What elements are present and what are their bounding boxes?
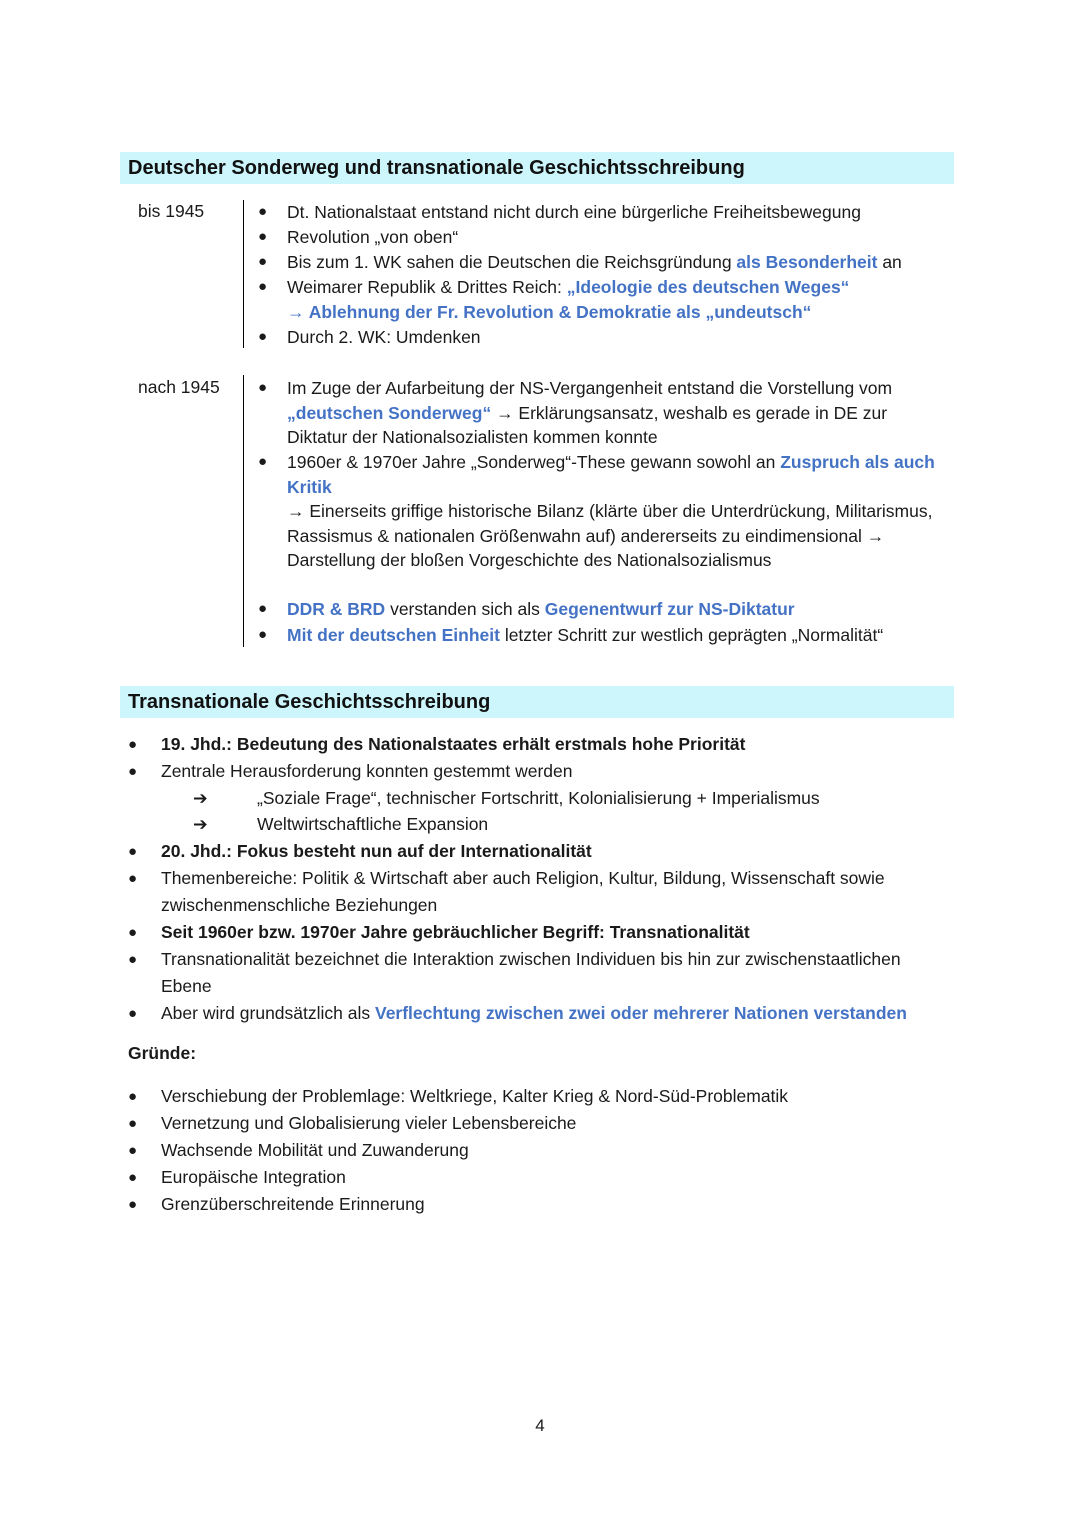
bullet-icon: ● — [128, 763, 138, 780]
bullet-icon: ● — [128, 1169, 138, 1186]
bullet-icon: ● — [128, 924, 138, 941]
list-item: ● Im Zuge der Aufarbeitung der NS-Vergangenheit entstand die Vorstellung vom „deutschen Sonderweg“ → Erklärungsansatz, weshalb es gerade in DE zur Diktatur der Nationalsozialisten kommen konnte — [258, 378, 893, 447]
list-item: ● Weimarer Republik & Drittes Reich: „Ideologie des deutschen Weges“ → Ablehnung der Fr. Revolution & Demokratie als „undeutsch“ — [258, 277, 850, 322]
bullet-icon: ● — [258, 278, 268, 295]
list-item: ● Zentrale Herausforderung konnten gestemmt werden — [161, 758, 951, 785]
arrow-icon: ➔ — [193, 814, 208, 834]
bullet-icon: ● — [128, 1196, 138, 1213]
list-item: ● Verschiebung der Problemlage: Weltkriege, Kalter Krieg & Nord-Süd-Problematik — [161, 1083, 951, 1110]
bullet-icon: ● — [128, 951, 138, 968]
bullet-icon: ● — [128, 870, 138, 887]
bullet-icon: ● — [258, 253, 268, 270]
bullet-icon: ● — [128, 1005, 138, 1022]
bullet-icon: ● — [128, 1088, 138, 1105]
list-item: ● Europäische Integration — [161, 1164, 951, 1191]
page-number: 4 — [535, 1416, 545, 1435]
bullet-icon: ● — [128, 736, 138, 753]
bullet-icon: ● — [258, 228, 268, 245]
bullet-icon: ● — [258, 328, 268, 345]
sub-list-item: „Soziale Frage“, technischer Fortschritt, Kolonialisierung + Imperialismus — [257, 788, 820, 808]
list-item: ● Mit der deutschen Einheit letzter Schritt zur westlich geprägten „Normalität“ — [287, 623, 947, 648]
list-item: ● Revolution „von oben“ — [287, 225, 947, 250]
period-label-after-1945: nach 1945 — [138, 377, 220, 397]
list-item: ● Aber wird grundsätzlich als Verflechtung zwischen zwei oder mehrerer Nationen verstanden — [161, 1000, 951, 1027]
bullet-icon: ● — [128, 843, 138, 860]
section-heading-sonderweg: Deutscher Sonderweg und transnationale Geschichtsschreibung — [120, 152, 954, 184]
sub-list-item: Weltwirtschaftliche Expansion — [257, 814, 489, 834]
bullet-icon: ● — [128, 1142, 138, 1159]
list-item: ● Vernetzung und Globalisierung vieler Lebensbereiche — [161, 1110, 951, 1137]
bullet-icon: ● — [258, 203, 268, 220]
bullet-icon: ● — [258, 379, 268, 396]
list-item: ● Transnationalität bezeichnet die Interaktion zwischen Individuen bis hin zur zwischenstaatlichen Ebene — [161, 946, 951, 1000]
list-item: ● 1960er & 1970er Jahre „Sonderweg“-These gewann sowohl an Zuspruch als auch Kritik → Einerseits griffige historische Bilanz (klärte über die Unterdrückung, Militarismus, Rassismus & nationalen Größenwahn auf) andererseits zu eindimensional → Darstellung der bloßen Vorgeschichte des Nationalsozialismus — [258, 452, 935, 570]
list-item: ● 20. Jhd.: Fokus besteht nun auf der Internationalität — [161, 838, 951, 865]
list-item: ● Wachsende Mobilität und Zuwanderung — [161, 1137, 951, 1164]
bullet-icon: ● — [258, 600, 268, 617]
list-item: ● Bis zum 1. WK sahen die Deutschen die Reichsgründung als Besonderheit an — [287, 250, 947, 275]
timeline-divider — [243, 200, 244, 348]
reasons-label: Gründe: — [128, 1043, 197, 1063]
list-item: ● Dt. Nationalstaat entstand nicht durch eine bürgerliche Freiheitsbewegung — [287, 200, 947, 225]
bullet-icon: ● — [258, 626, 268, 643]
bullet-icon: ● — [128, 1115, 138, 1132]
list-item: ● Grenzüberschreitende Erinnerung — [161, 1191, 951, 1218]
list-item: ● Durch 2. WK: Umdenken — [287, 325, 947, 350]
list-item: ● Themenbereiche: Politik & Wirtschaft aber auch Religion, Kultur, Bildung, Wissenschaft sowie zwischenmenschliche Beziehungen — [161, 865, 951, 919]
arrow-icon: ➔ — [193, 788, 208, 808]
bullet-icon: ● — [258, 453, 268, 470]
timeline-divider — [243, 375, 244, 647]
period-label-before-1945: bis 1945 — [138, 201, 205, 221]
list-item: ● DDR & BRD verstanden sich als Gegenentwurf zur NS-Diktatur — [287, 597, 947, 622]
section-heading-transnational: Transnationale Geschichtsschreibung — [120, 686, 954, 718]
list-item: ● 19. Jhd.: Bedeutung des Nationalstaates erhält erstmals hohe Priorität — [161, 731, 951, 758]
list-item: ● Seit 1960er bzw. 1970er Jahre gebräuchlicher Begriff: Transnationalität — [161, 919, 951, 946]
